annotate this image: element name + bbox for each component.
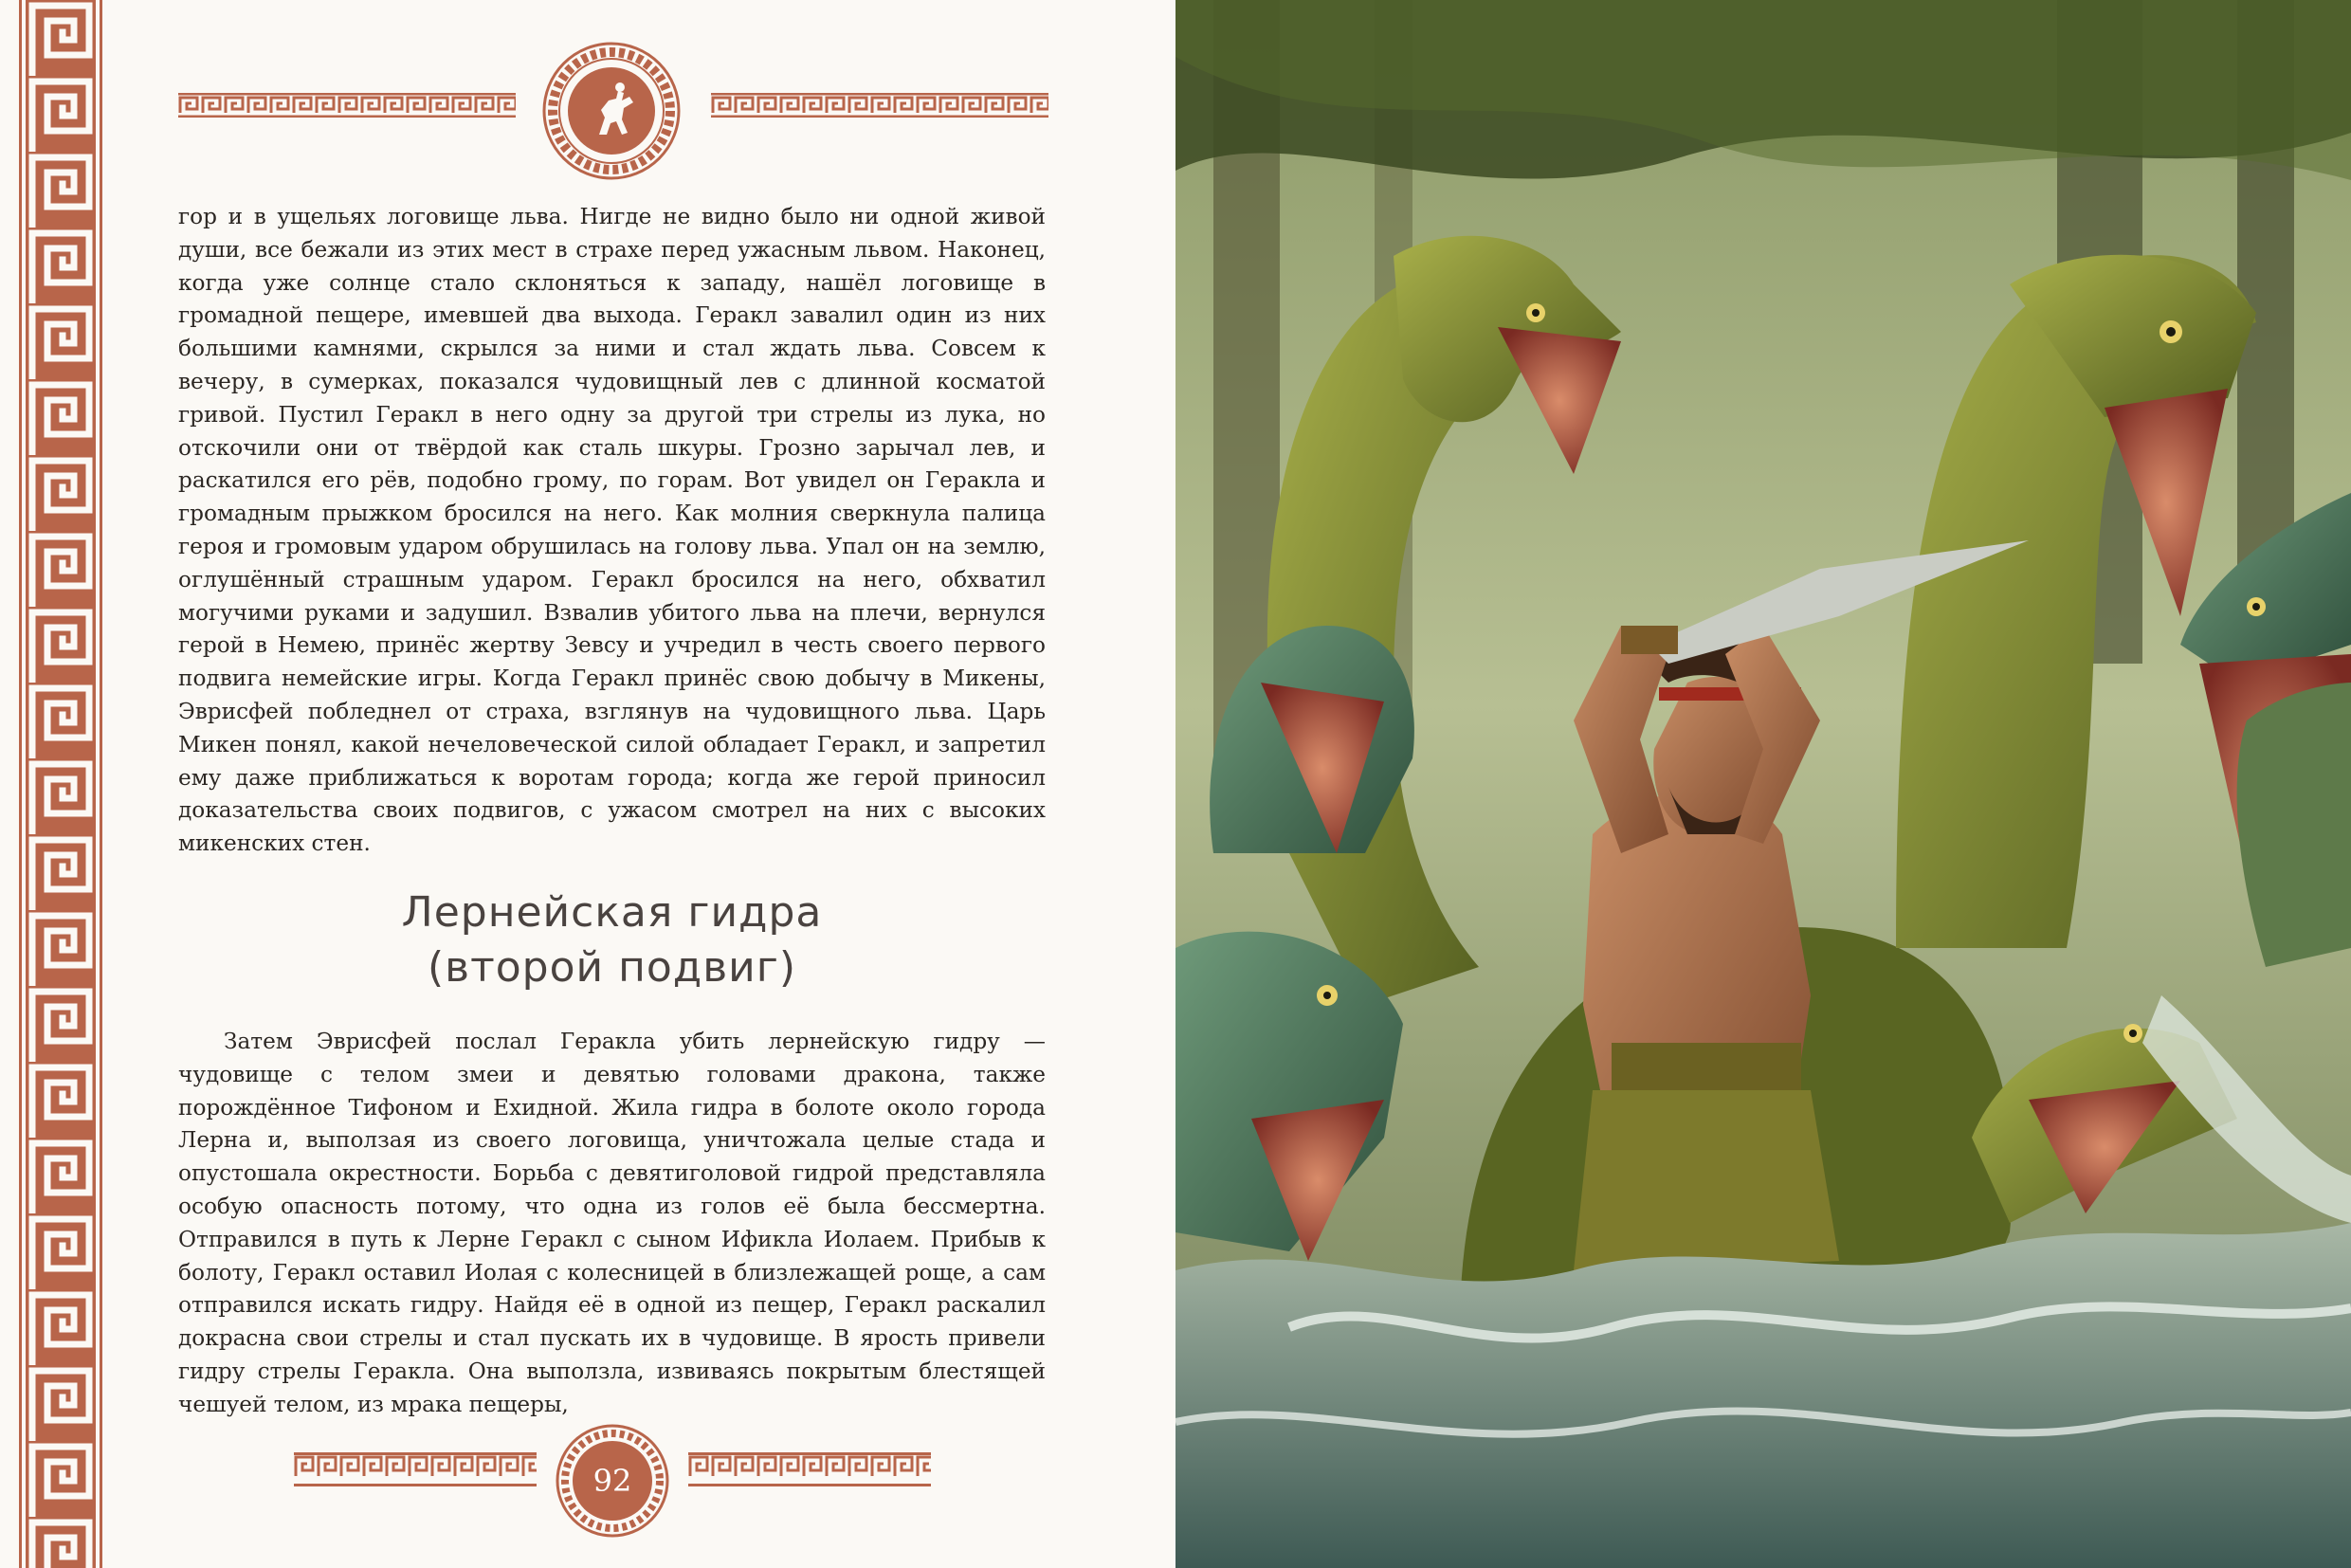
greek-key-border [19, 0, 102, 1568]
section-title-line-2: (второй подвиг) [428, 943, 796, 992]
body-paragraph-2: Затем Эврисфей послал Геракла убить лернейскую гидру — чудовище с телом змеи и девятью головами дракона, также порождённое Тифоном и Ехидной. Жила гидра в болоте около города Лерна и, выползая из своего логовища, уничтожала целые стада и опустошала окрестности. Борьба с девятиголовой гидрой представляла особую опасность потому, что одна из голов её была бессмертна. Отправился в путь к Лерне Геракл с сыном Ификла Иолаем. Прибыв к болоту, Геракл оставил Иолая с колесницей в близлежащей роще, а сам отправился искать гидру. Найдя её в одной из пещер, Геракл раскалил докрасна свои стрелы и стал пускать их в чудовище. В ярость привели гидру стрелы Геракла. Она выползла, извиваясь покрытым блестящей чешуей телом, из мрака пещеры, [178, 1029, 1046, 1417]
page-number-badge [556, 1424, 669, 1538]
bottom-left-ornament [294, 1452, 537, 1477]
hercules-figure-icon [542, 42, 681, 180]
section-title-line-1: Лернейская гидра [401, 888, 823, 937]
page-number: 92 [592, 1463, 632, 1499]
section-title [178, 885, 1046, 995]
bottom-right-ornament [688, 1452, 931, 1477]
hydra-illustration [1176, 0, 2351, 1568]
top-left-ornament [178, 93, 516, 118]
top-right-ornament [711, 93, 1048, 118]
body-paragraph-1: гор и в ущельях логовище льва. Нигде не видно было ни одной живой души, все бежали из этих мест в страхе перед ужасным львом. Наконец, когда уже солнце стало склоняться к западу, нашёл логовище в громадной пещере, имевшей два выхода. Геракл завалил один из них большими камнями, скрылся за ними и стал ждать льва. Совсем к вечеру, в сумерках, показался чудовищный лев с длинной косматой гривой. Пустил Геракл в него одну за другой три стрелы из лука, но отскочили они от твёрдой как сталь шкуры. Грозно зарычал лев, и раскатился его рёв, подобно грому, по горам. Вот увидел он Геракла и громадным прыжком бросился на него. Как молния сверкнула палица героя и громовым ударом обрушилась на голову льва. Упал он на землю, оглушённый страшным ударом. Геракл бросился на него, обхватил могучими руками и задушил. Взвалив убитого льва на плечи, вернулся герой в Немею, принёс жертву Зевсу и учредил в честь своего первого подвига немейские игры. Когда Геракл принёс свою добычу в Микены, Эврисфей побледнел от страха, взглянув на чудовищного льва. Царь Микен понял, какой нечеловеческой силой обладает Геракл, и запретил ему даже приближаться к воротам города; когда же герой приносил доказательства своих подвигов, с ужасом смотрел на них с высоких микенских стен. [178, 204, 1046, 857]
